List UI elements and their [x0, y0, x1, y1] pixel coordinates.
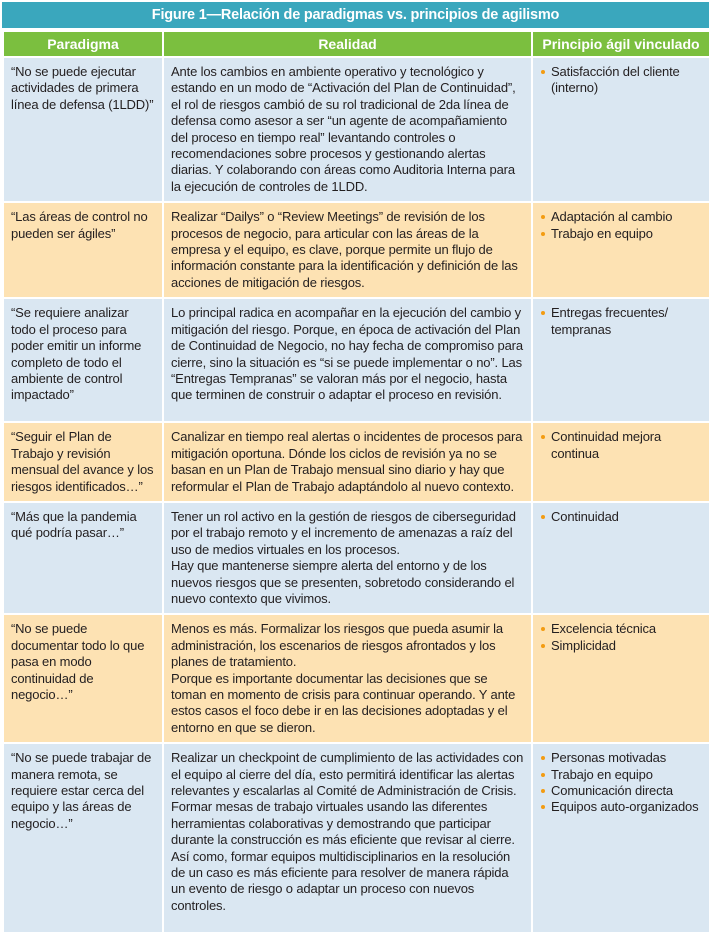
table-row: [3, 743, 710, 933]
realidad-paragraph: Lo principal radica en acompañar en la ejecución del cambio y mitigación del riesgo. Porque, en época de activación del Plan de Continuidad de Negocio, no hay fecha de compromiso para cierre, sino la situación es “si se puede implementar o no”. Las “Entregas Tempranas” se valoran más por el negocio, hasta que terminen de construir o adaptar el proceso en revisión.: [171, 305, 523, 403]
realidad-paragraph: Hay que mantenerse siempre alerta del entorno y de los nuevos riesgos que se presenten, sobretodo considerando el nuevo contexto que vivimos.: [171, 558, 515, 606]
paradigma-cell: “No se puede trabajar de manera remota, se requiere estar cerca del equipo y las áreas de negocio…”: [3, 743, 163, 933]
table-row: [3, 298, 710, 422]
principle-item: Continuidad: [540, 509, 702, 525]
paradigma-cell: “Más que la pandemia qué podría pasar…”: [3, 502, 163, 614]
principle-list: [540, 621, 702, 654]
realidad-paragraph: Menos es más. Formalizar los riesgos que pueda asumir la administración, los escenarios de riesgos afrontados y los planes de tratamiento.: [171, 621, 503, 670]
principle-item: Satisfacción del cliente (interno): [540, 64, 702, 97]
principle-list: [540, 509, 702, 525]
realidad-cell: [163, 202, 532, 298]
table-header-row: [3, 31, 710, 57]
principle-list: [540, 750, 702, 816]
realidad-cell: [163, 57, 532, 202]
header-paradigma: Paradigma: [3, 31, 163, 57]
realidad-paragraph: Canalizar en tiempo real alertas o incidentes de procesos para mitigación oportuna. Dónde los ciclos de revisión ya no se basan en un Plan de Trabajo mensual sino diario y hay que reformular el Plan de Trabajo adaptándolo al nuevo contexto.: [171, 429, 523, 494]
principio-cell: [532, 202, 710, 298]
principle-list: [540, 429, 702, 462]
principio-cell: [532, 57, 710, 202]
realidad-cell: [163, 422, 532, 502]
principle-list: [540, 305, 702, 338]
principle-item: Comunicación directa: [540, 783, 702, 799]
realidad-paragraph: Así como, formar equipos multidisciplinarios en la resolución de un caso es más eficiente para resolver de manera rápida un evento de riesgo o adaptar un proceso con nuevos controles.: [171, 848, 511, 913]
paradigm-table: [2, 30, 711, 934]
paradigma-cell: “No se puede documentar todo lo que pasa en modo continuidad de negocio…”: [3, 614, 163, 743]
realidad-paragraph: Realizar un checkpoint de cumplimiento de las actividades con el equipo al cierre del día, esto permitirá identificar las alertas relevantes y escalarlas al Comité de Administración de Crisis.: [171, 750, 524, 798]
realidad-paragraph: Formar mesas de trabajo virtuales usando las diferentes herramientas colaborativas y demostrando que participar durante la construcción es más eficiente que revisar al cierre.: [171, 799, 515, 848]
realidad-paragraph: Realizar “Dailys” o “Review Meetings” de revisión de los procesos de negocio, para articular con las áreas de la empresa y el equipo, es clave, porque permite un flujo de información constante para la identificación y definición de las acciones de mitigación de riesgos.: [171, 209, 518, 290]
header-realidad: Realidad: [163, 31, 532, 57]
principle-item: Personas motivadas: [540, 750, 702, 766]
principle-list: [540, 209, 702, 242]
paradigma-cell: “No se puede ejecutar actividades de primera línea de defensa (1LDD)”: [3, 57, 163, 202]
figure: [2, 2, 709, 934]
principle-item: Trabajo en equipo: [540, 226, 702, 242]
principle-item: Trabajo en equipo: [540, 767, 702, 783]
principle-item: Continuidad mejora continua: [540, 429, 702, 462]
table-row: [3, 57, 710, 202]
principle-item: Simplicidad: [540, 638, 702, 654]
realidad-cell: [163, 502, 532, 614]
realidad-paragraph: Porque es importante documentar las decisiones que se toman en momento de crisis para continuar operando. Y ante estos casos el foco debe ir en las decisiones adoptadas y el entorno en que se dieron.: [171, 670, 516, 735]
principio-cell: [532, 614, 710, 743]
header-principio: Principio ágil vinculado: [532, 31, 710, 57]
table-row: [3, 502, 710, 614]
principio-cell: [532, 743, 710, 933]
table-row: [3, 422, 710, 502]
table-row: [3, 202, 710, 298]
paradigma-cell: “Seguir el Plan de Trabajo y revisión mensual del avance y los riesgos identificados…”: [3, 422, 163, 502]
principle-item: Excelencia técnica: [540, 621, 702, 637]
paradigma-cell: “Las áreas de control no pueden ser ágiles”: [3, 202, 163, 298]
principle-item: Adaptación al cambio: [540, 209, 702, 225]
realidad-cell: [163, 298, 532, 422]
table-row: [3, 614, 710, 743]
principio-cell: [532, 502, 710, 614]
realidad-cell: [163, 614, 532, 743]
principle-list: [540, 64, 702, 97]
principle-item: Entregas frecuentes/ tempranas: [540, 305, 702, 338]
principle-item: Equipos auto-organizados: [540, 799, 702, 815]
realidad-paragraph: Tener un rol activo en la gestión de riesgos de ciberseguridad por el trabajo remoto y el incremento de amenazas a raíz del uso de medios virtuales en los procesos.: [171, 508, 516, 557]
figure-title: Figure 1—Relación de paradigmas vs. principios de agilismo: [2, 2, 709, 30]
principio-cell: [532, 422, 710, 502]
principio-cell: [532, 298, 710, 422]
realidad-cell: [163, 743, 532, 933]
realidad-paragraph: Ante los cambios en ambiente operativo y tecnológico y estando en un modo de “Activación del Plan de Continuidad”, el rol de riesgos cambió de su rol tradicional de 2da línea de defensa como asesor a ser “un agente de acompañamiento del proceso en tiempo real” levantando controles o recomendaciones sobre procesos y gestionando alertas diarias. Y colaborando con áreas como Auditoria Interna para la ejecución de controles de 1LDD.: [171, 64, 516, 194]
paradigma-cell: “Se requiere analizar todo el proceso para poder emitir un informe completo de todo el ambiente de control impactado”: [3, 298, 163, 422]
